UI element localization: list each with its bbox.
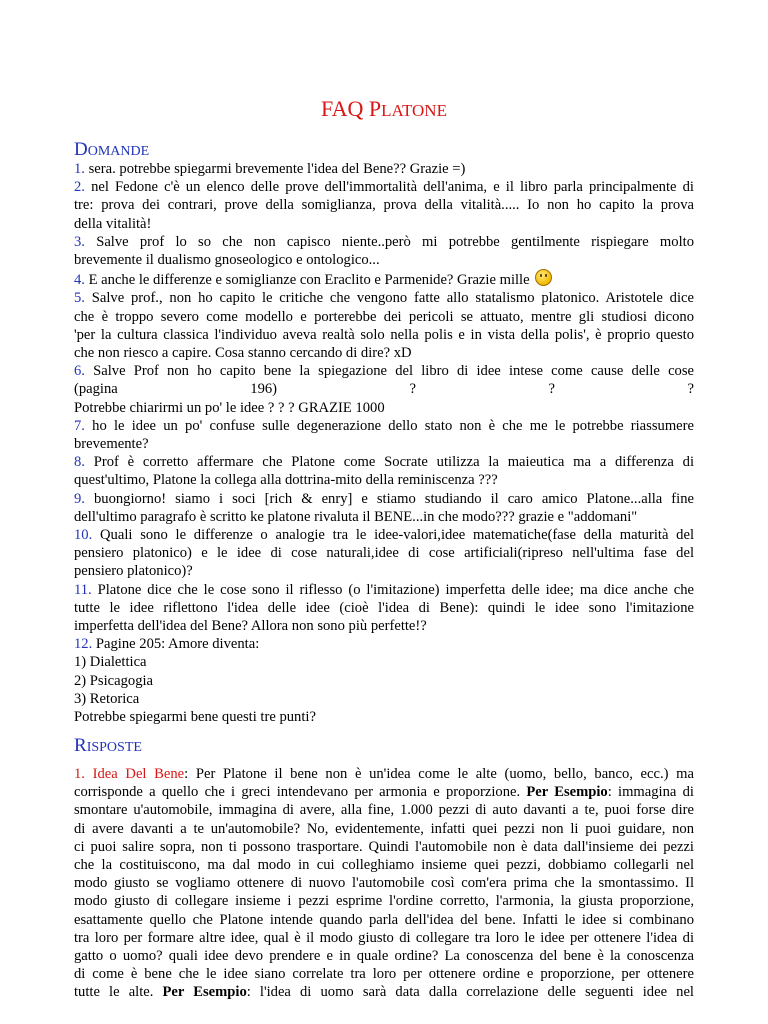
question-text: che è troppo severo come modello e porterebbe dei pericoli se attuato, mentre gli studiosi dicono [74,308,694,325]
question-line [74,233,694,251]
question-line [74,196,694,214]
question-text: tutte le idee riflettono l'idea delle idee (cioè l'idea di Bene): quindi le idee sono l'imitazione [74,599,694,616]
question-text: Salve prof., non ho capito le critiche che vengono fatte allo statalismo platonico. Aristotele dice [91,290,694,307]
question-text: (pagina 196) ? ? ? [74,381,694,398]
question-text: pensiero platonico) e le idee di cose naturali,idee di cose artificiali(ripreso nell'ultima fase del [74,545,694,562]
question-text: Platone dice che le cose sono il riflesso (o l'imitazione) imperfetta delle idee; ma dice anche che [97,581,694,598]
question-line [74,326,694,344]
question-text: imperfetta dell'idea del Bene? Allora non sono più perfette!? [74,618,427,635]
question-text: Potrebbe chiarirmi un po' le idee ? ? ? GRAZIE 1000 [74,399,385,416]
question-line [74,526,694,544]
question-line [74,435,694,453]
answer-line: ci puoi salire sopra, non ti possono trasportare. Quindi l'automobile non è data dall'insieme dei pezzi [74,838,694,855]
question-text: Pagine 205: Amore diventa: [95,636,260,653]
section-heading-domande: DOMANDE [74,139,150,160]
question-text: ho le idee un po' confuse sulle degenerazione dello stato non è che me le potrebbe riassumere [92,417,694,434]
question-text: della vitalità! [74,215,152,232]
question-line [74,508,694,526]
smiley-emoticon-icon [535,269,552,286]
question-text: Quali sono le differenze o analogie tra le idee-valori,idee matematiche(fase della maturità del [100,527,694,544]
question-item [74,581,694,636]
question-line [74,599,694,617]
question-item [74,490,694,526]
question-number: 1. [74,161,85,177]
answer-line: 1. Idea Del Bene: Per Platone il bene non è un'idea come le alte (uomo, bello, banco, ecc.) ma [74,766,694,782]
question-line [74,362,694,380]
answer-line: esattamente quello che Platone intende quando parla dell'idea del bene. Infatti le idee si combinano [74,911,694,928]
question-line [74,581,694,599]
question-text: Potrebbe spiegarmi bene questi tre punti? [74,709,316,726]
question-text: tre: prova dei contrari, prove della somiglianza, prova della vitalità..... Io non ho capito la prova [74,197,694,214]
question-number: 3. [74,233,85,250]
question-number: 2. [74,179,85,196]
question-line [74,653,694,671]
question-item [74,362,694,417]
answer-line: tutte le alte. Per Esempio: l'idea di uomo sarà data dalla correlazione delle seguenti idee nel [74,984,694,1001]
question-line [74,178,694,196]
question-text: brevemente? [74,436,149,453]
question-line [74,269,694,289]
answer-line: modo giusto se vogliamo ottenere di nuovo l'automobile così com'era prima che la smontassimo. Il [74,875,694,892]
question-number: 11. [74,581,92,598]
question-text: Salve prof lo so che non capisco niente..però mi potrebbe gentilmente rispiegare molto [96,233,694,250]
question-text: buongiorno! siamo i soci [rich & enry] e stiamo studiando il caro amico Platone...alla fine [93,490,694,507]
question-line [74,635,694,653]
question-text: nel Fedone c'è un elenco delle prove dell'immortalità dell'anima, e il libro parla principalmente di [91,179,694,196]
question-text: pensiero platonico)? [74,563,193,580]
question-item [74,269,694,289]
answer-line: di come è bene che le idee siano correlate tra loro per ottenere ordine e proporzione, per ottenere [74,966,694,983]
question-line [74,160,694,178]
question-line [74,251,694,269]
question-text: 3) Retorica [74,690,140,707]
question-line [74,471,694,489]
question-line [74,617,694,635]
answer-line: che la costituiscono, ma dal modo in cui colleghiamo insieme quei pezzi, dobbiamo collegarli nel [74,857,694,874]
answer-line: gatto o uomo? quali idee devo prendere e in quale ordine? La conoscenza del bene è la conoscenza [74,948,694,965]
question-line [74,380,694,398]
answer-line: tra loro per formare altre idee, qual è il modo giusto di collegare tra loro le idee per ottenere l'idea di [74,929,694,946]
question-line [74,562,694,580]
question-item [74,160,694,178]
question-item [74,453,694,489]
question-text: 1) Dialettica [74,654,147,671]
question-text: 2) Psicagogia [74,672,154,689]
questions-list [74,160,694,726]
question-text: 'per la cultura classica l'individuo aveva realtà solo nella polis e in vista della polis', è proprio questo [74,326,694,343]
answer-line: di avere davanti a te un'automobile? No, evidentemente, infatti quei pezzi non li puoi guidare, non [74,820,694,837]
question-number: 10. [74,527,93,544]
question-number: 9. [74,490,85,507]
question-item [74,233,694,269]
question-text: Prof è corretto affermare che Platone come Socrate utilizza la maieutica ma a differenza di [93,454,695,471]
question-text: Salve Prof non ho capito bene la spiegazione del libro di idee intese come cause delle cose [93,363,694,380]
question-line [74,308,694,326]
question-text: sera. potrebbe spiegarmi brevemente l'idea del Bene?? Grazie =) [88,161,466,177]
answer-1 [74,765,694,1002]
question-number: 7. [74,417,85,434]
question-number: 4. [74,272,85,289]
question-item [74,526,694,581]
question-line [74,544,694,562]
question-number: 8. [74,454,85,471]
question-line [74,672,694,690]
question-line [74,708,694,726]
question-line [74,344,694,362]
question-text: che non riesco a capire. Cosa stanno cercando di dire? xD [74,345,412,362]
question-text: quest'ultimo, Platone la collega alla dottrina-mito della reminiscenza ??? [74,472,498,489]
answer-line: corrisponde a quello che i greci intendevano per armonia e proporzione. Per Esempio: immagina di [74,784,694,801]
question-line [74,289,694,307]
question-item [74,289,694,362]
page-title: FAQ PLATONE [321,96,447,121]
question-line [74,490,694,508]
question-line [74,399,694,417]
question-text: brevemente il dualismo gnoseologico e ontologico... [74,252,380,269]
section-heading-risposte: RISPOSTE [74,735,142,756]
answer-line: modo giusto di collegare insieme i pezzi esprime l'ordine corretto, l'armonia, la giusta proporzione, [74,893,694,910]
question-line [74,215,694,233]
question-number: 5. [74,290,85,307]
answer-line: smontare u'automobile, immagina di avere, alla fine, 1.000 pezzi di auto davanti a te, puoi forse dire [74,802,694,819]
question-number: 12. [74,636,93,653]
question-line [74,453,694,471]
question-line [74,417,694,435]
question-item [74,178,694,233]
question-item [74,417,694,453]
question-text: dell'ultimo paragrafo è scritto ke platone rivaluta il BENE...in che modo??? grazie e "addomani" [74,508,638,525]
question-item [74,635,694,726]
question-number: 6. [74,363,85,380]
question-text: E anche le differenze e somiglianze con Eraclito e Parmenide? Grazie mille [88,272,530,289]
question-line [74,690,694,708]
